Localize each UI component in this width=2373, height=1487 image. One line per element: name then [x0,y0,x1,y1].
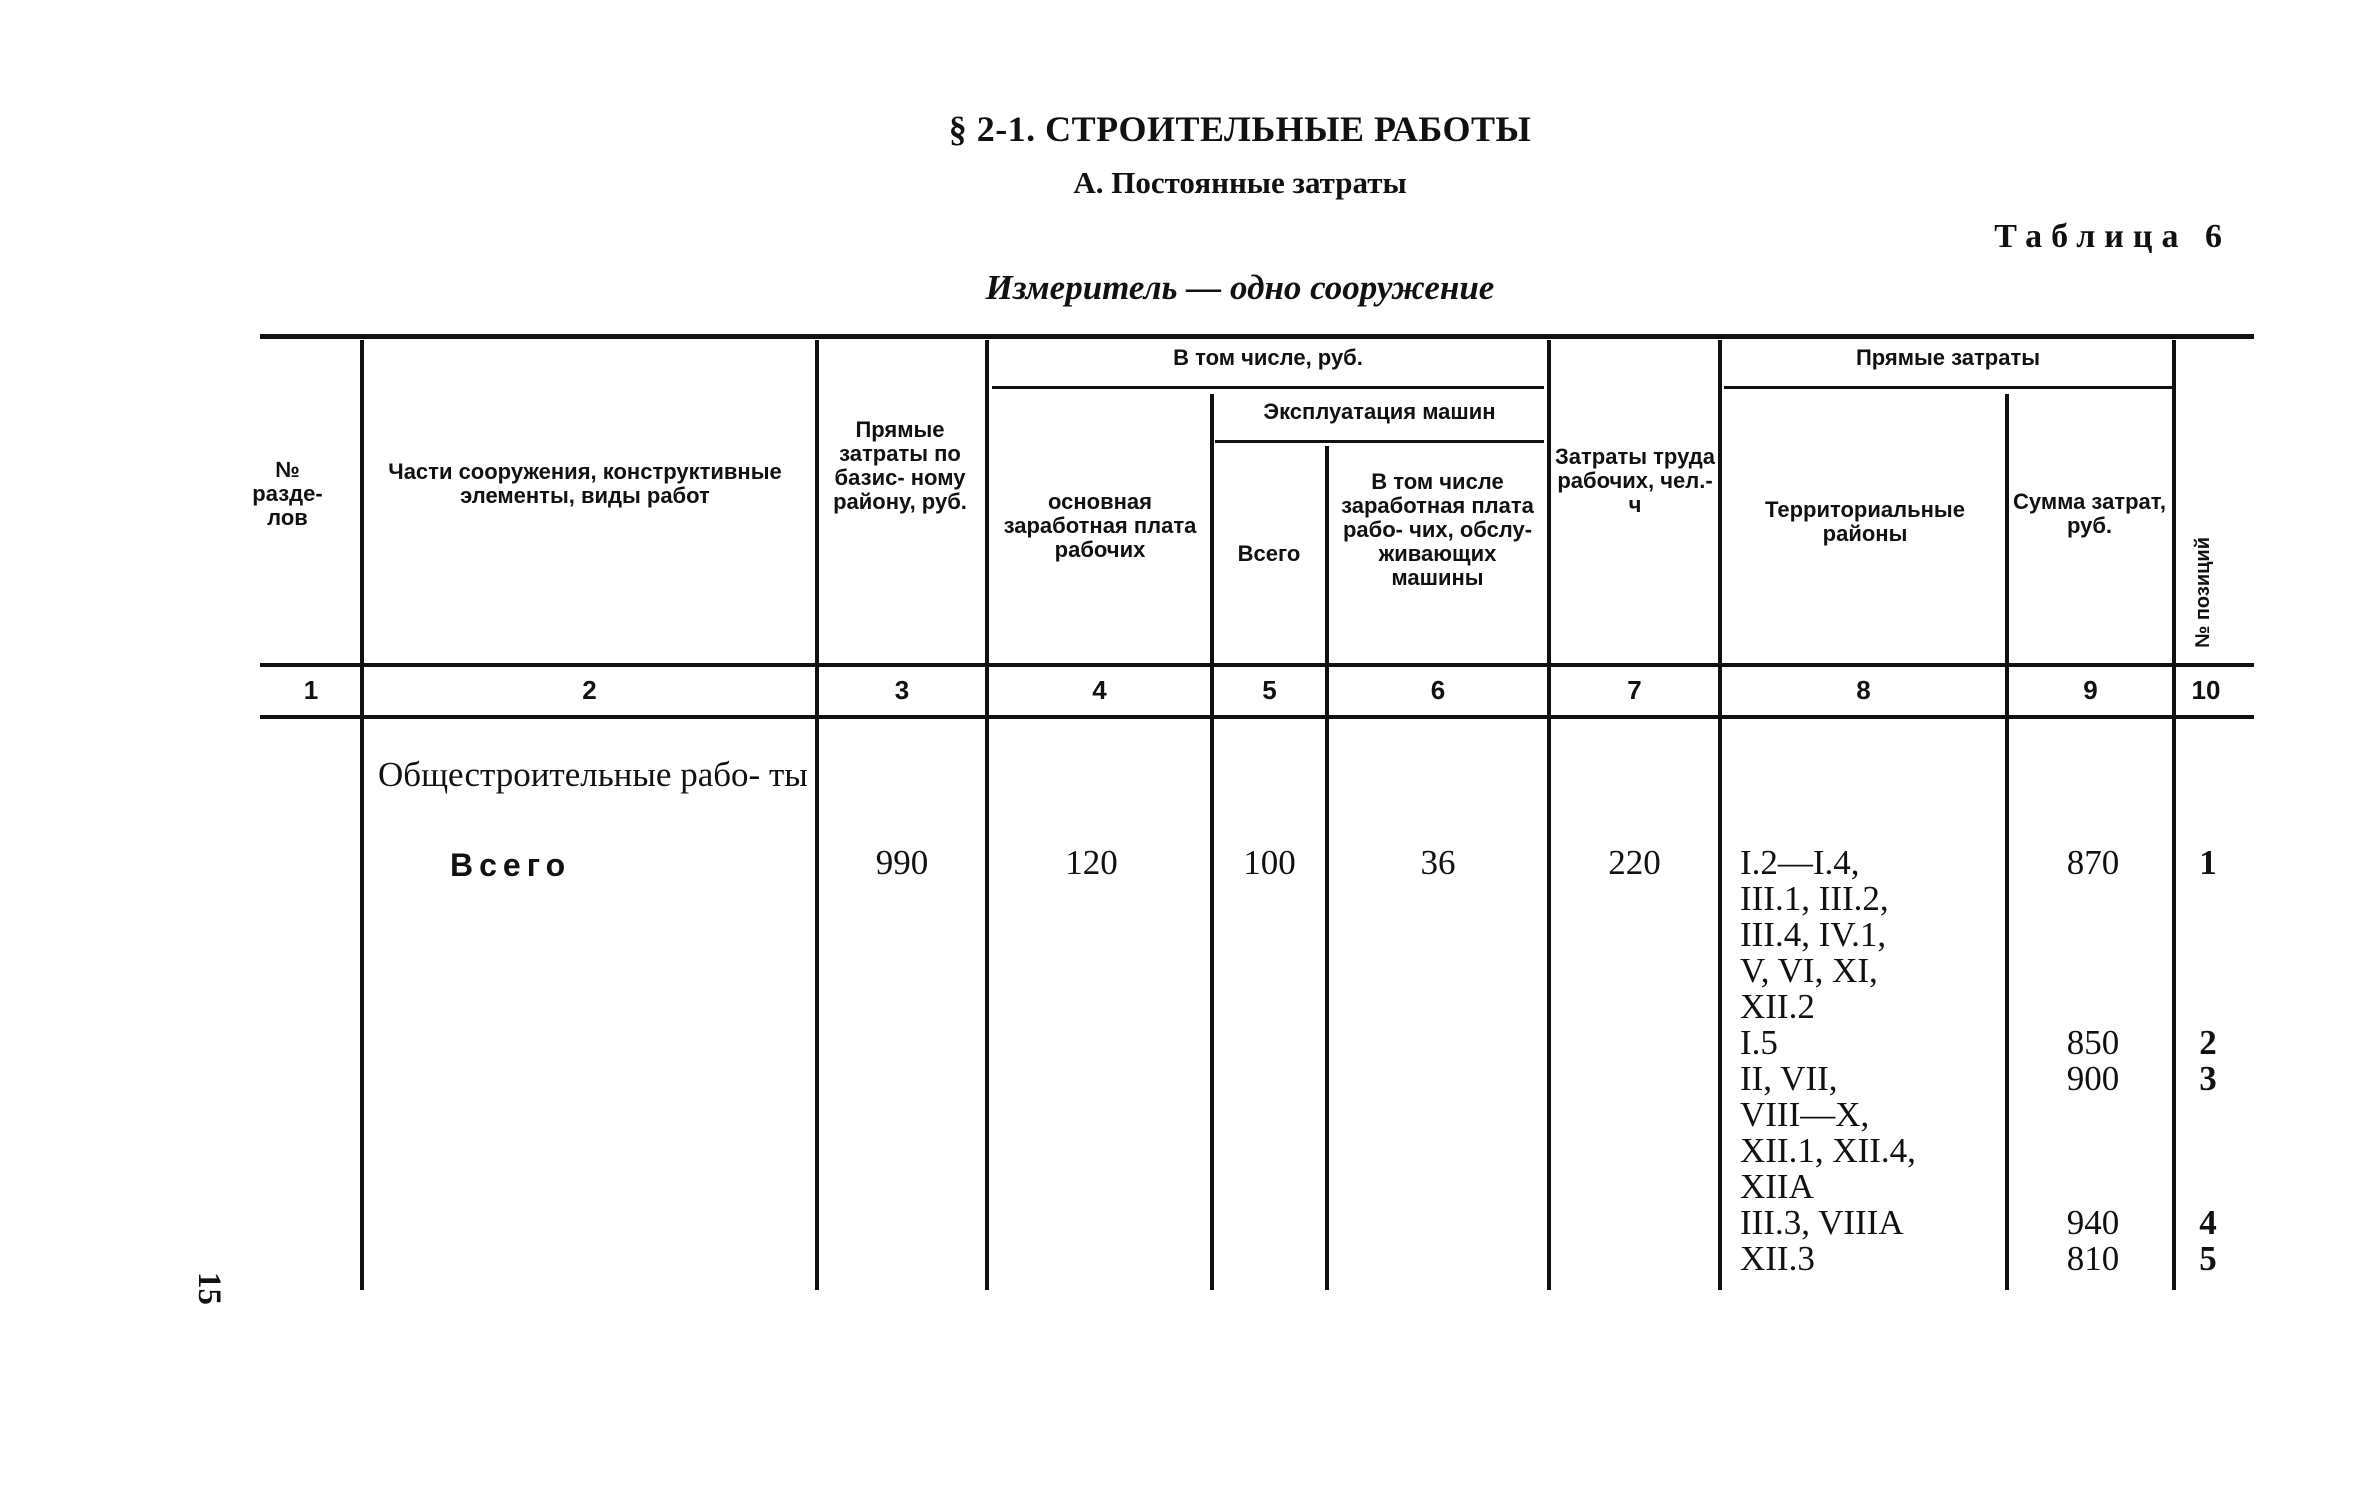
header-group-direct: Прямые затраты [1855,345,2041,370]
header-labor-costs: Затраты труда рабочих, чел.-ч [1555,444,1715,517]
column-numbers-bottom-rule [260,715,2254,719]
cost-sum-value: 810 [2066,1239,2120,1278]
region-line: III.1, III.2, [1740,879,1889,918]
header-group-including: В том числе, руб. [1173,345,1363,370]
col-divider-2 [815,340,819,1290]
cost-sum-value [2013,989,2173,1025]
group-machines-rule [1215,440,1544,443]
region-line: V, VI, XI, [1740,951,1878,990]
table-top-rule [260,334,2254,339]
cost-sum-value: 940 [2066,1203,2120,1242]
header-base-wages: основная заработная плата рабочих [1003,489,1197,562]
column-number: 6 [1430,675,1446,705]
region-line: I.2—I.4, [1740,843,1860,882]
column-number: 7 [1627,675,1642,705]
cost-sum-value [2013,1169,2173,1205]
region-line: XII.2 [1740,987,1815,1026]
column-number: 9 [2083,675,2098,705]
col-divider-8 [2005,394,2009,1290]
cost-sum-value [2013,1097,2173,1133]
cost-sum-value: 870 [2066,843,2120,882]
region-line: XII.1, XII.4, [1740,1131,1916,1170]
column-number: 5 [1262,675,1277,705]
column-number: 1 [303,675,319,705]
header-machine-operator-wages: В том числе заработная плата рабо- чих, обслу- живающих машины [1341,469,1534,590]
column-number: 2 [582,675,597,705]
cost-sum-value [2013,1133,2173,1169]
column-number: 4 [1092,675,1107,705]
cost-sum-list [2013,845,2173,1277]
machine-operator-wages-value: 36 [1420,843,1456,882]
cost-sum-value: 850 [2066,1023,2120,1062]
total-label: Всего [450,847,572,883]
section-title: § 2-1. СТРОИТЕЛЬНЫЕ РАБОТЫ [948,109,1532,149]
region-line: XIIA [1740,1167,1814,1206]
region-line: III.4, IV.1, [1740,915,1887,954]
labor-costs-value: 220 [1608,843,1661,882]
work-section-title: Общестроительные рабо- ты [378,755,808,794]
position-number [2180,1169,2236,1205]
header-bottom-rule [260,663,2254,667]
col-divider-6 [1547,340,1551,1290]
cost-sum-value [2013,881,2173,917]
position-number [2180,1133,2236,1169]
position-number [2180,989,2236,1025]
position-number [2180,1097,2236,1133]
territorial-regions-list [1740,845,1916,1277]
cost-sum-value [2013,953,2173,989]
header-cost-sum: Сумма затрат, руб. [2012,489,2166,538]
header-machines-total: Всего [1237,541,1301,566]
col-divider-7 [1718,340,1722,1290]
region-line: II, VII, [1740,1059,1838,1098]
region-line: VIII—X, [1740,1095,1870,1134]
position-number: 1 [2199,843,2217,882]
table-label: Таблица 6 [1994,218,2231,255]
position-number: 3 [2199,1059,2217,1098]
col-divider-4 [1210,394,1214,1290]
col-divider-3 [985,340,989,1290]
position-number [2180,881,2236,917]
cost-sum-value [2013,917,2173,953]
region-line: III.3, VIIIA [1740,1203,1904,1242]
column-number: 8 [1856,675,1871,705]
position-number: 4 [2199,1203,2217,1242]
measure-caption: Измеритель — одно сооружение [985,268,1495,307]
header-position-number: № позиций [2192,536,2214,648]
region-line: I.5 [1740,1023,1778,1062]
page-number: 15 [191,1272,227,1305]
column-number: 10 [2191,675,2221,705]
position-number: 2 [2199,1023,2217,1062]
position-number [2180,917,2236,953]
header-territorial-regions: Территориальные районы [1765,497,1965,546]
base-wages-value: 120 [1065,843,1118,882]
position-number [2180,953,2236,989]
header-structure-parts: Части сооружения, конструктивные элементы, виды работ [388,459,782,508]
machines-total-value: 100 [1243,843,1296,882]
group-direct-rule [1724,386,2172,389]
region-line: XII.3 [1740,1239,1815,1278]
cost-sum-value: 900 [2066,1059,2120,1098]
section-subtitle: А. Постоянные затраты [1073,165,1407,200]
position-number-list [2180,845,2236,1277]
header-section-number: № разде- лов [252,457,323,530]
group-including-rule [992,386,1544,389]
direct-costs-base-value: 990 [875,843,929,882]
header-direct-costs-base: Прямые затраты по базис- ному району, руб. [833,417,967,514]
col-divider-1 [360,340,364,1290]
column-number: 3 [894,675,910,705]
position-number: 5 [2199,1239,2217,1278]
header-group-machines: Эксплуатация машин [1263,399,1496,424]
